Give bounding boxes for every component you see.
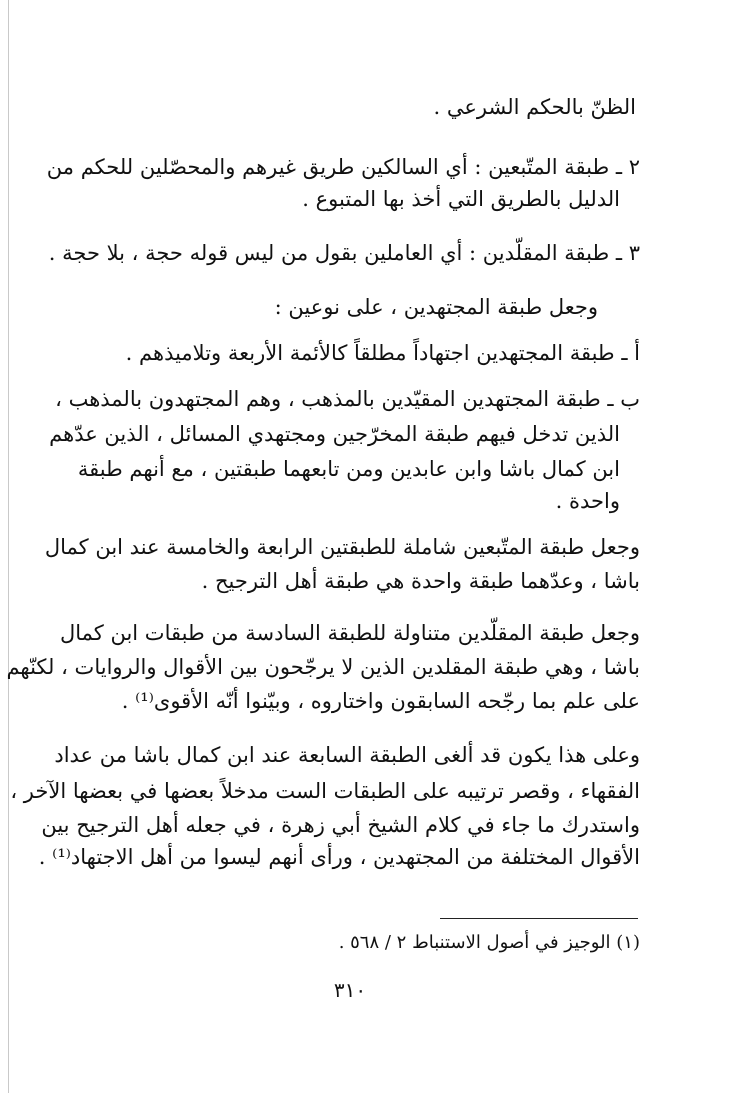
text-line-19: الأقوال المختلفة من المجتهدين ، ورأى أنهم ليسوا من أهل الاجتهاد⁽¹⁾ . [38, 845, 640, 869]
text-line-15: على علم بما رجّحه السابقون واختاروه ، وبيّنوا أنّه الأقوى⁽¹⁾ . [121, 689, 640, 713]
text-line-3: الدليل بالطريق التي أخذ بها المتبوع . [302, 187, 620, 211]
text-line-17: الفقهاء ، وقصر ترتيبه على الطبقات الست مدخلاً بعضها في بعضها الآخر ، [10, 779, 640, 803]
text-line-18: واستدرك ما جاء في كلام الشيخ أبي زهرة ، في جعله أهل الترجيح بين [41, 813, 640, 837]
text-line-14: باشا ، وهي طبقة المقلدين الذين لا يرجّحون بين الأقوال والروايات ، لكنّهم [6, 655, 640, 679]
text-line-10: واحدة . [555, 489, 620, 513]
footnote-divider [440, 918, 638, 919]
text-line-9: ابن كمال باشا وابن عابدين ومن تابعهما طبقتين ، مع أنهم طبقة [77, 457, 620, 481]
text-line-6: أ ـ طبقة المجتهدين اجتهاداً مطلقاً كالأئمة الأربعة وتلاميذهم . [125, 341, 640, 365]
text-line-2: ٢ ـ طبقة المتّبعين : أي السالكين طريق غيرهم والمحصّلين للحكم من [46, 155, 640, 179]
footnote-text: (١) الوجيز في أصول الاستنباط ٢ / ٥٦٨ . [338, 932, 640, 953]
text-line-8: الذين تدخل فيهم طبقة المخرّجين ومجتهدي المسائل ، الذين عدّهم [49, 422, 620, 446]
text-line-5: وجعل طبقة المجتهدين ، على نوعين : [274, 295, 598, 319]
text-line-13: وجعل طبقة المقلّدين متناولة للطبقة السادسة من طبقات ابن كمال [60, 621, 640, 645]
scan-edge-line [8, 0, 9, 1093]
text-line-16: وعلى هذا يكون قد ألغى الطبقة السابعة عند ابن كمال باشا من عداد [54, 743, 640, 767]
text-line-1: الظنّ بالحكم الشرعي . [433, 95, 636, 119]
text-line-4: ٣ ـ طبقة المقلّدين : أي العاملين بقول من ليس قوله حجة ، بلا حجة . [48, 241, 640, 265]
text-line-11: وجعل طبقة المتّبعين شاملة للطبقتين الرابعة والخامسة عند ابن كمال [44, 535, 640, 559]
text-line-12: باشا ، وعدّهما طبقة واحدة هي طبقة أهل الترجيح . [201, 569, 640, 593]
text-line-7: ب ـ طبقة المجتهدين المقيّدين بالمذهب ، وهم المجتهدون بالمذهب ، [55, 387, 640, 411]
page-number: ٣١٠ [333, 978, 367, 1002]
